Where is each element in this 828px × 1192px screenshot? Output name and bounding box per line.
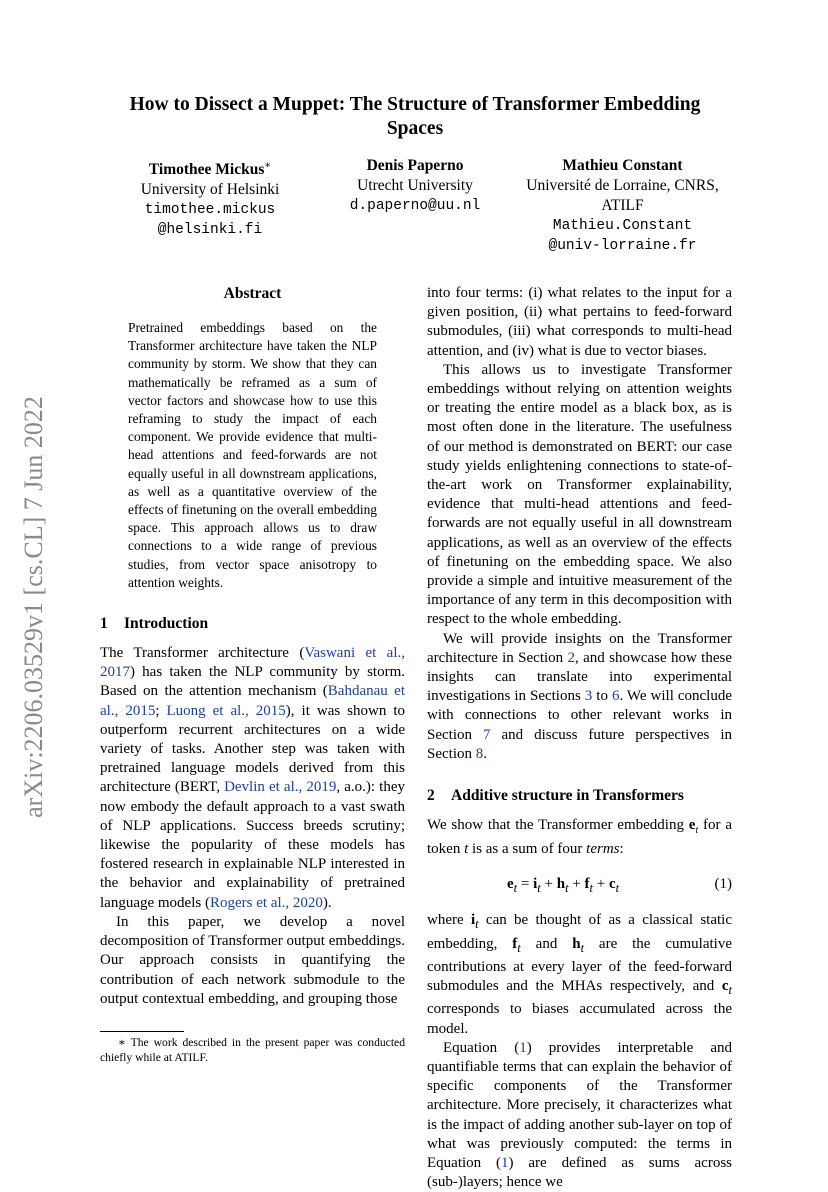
intro-paragraph-2: In this paper, we develop a novel decomposition of Transformer output embeddings. Our approach consists in quantifying the contribution of each network submodule to the output contextual embedding, and grouping those — [100, 913, 405, 1007]
paper-title: How to Dissect a Muppet: The Structure of Transformer Embedding Spaces — [129, 94, 701, 139]
intro-paragraph-1: The Transformer architecture (Vaswani et al., 2017) has taken the NLP community by storm. Based on the attention mechanism (Bahdanau et al., 2015; Luong et al., 2015), it was shown to outperform recurrent architectures on a wide variety of tasks. Another step was taken with pretrained language models derived from this architecture (BERT, Devlin et al., 2019, a.o.): they now embody the default approach to a vast swath of NLP applications. Success breeds scrutiny; likewise the popularity of these models has fostered research in explainable NLP interested in the behavior and explainability of pretrained language models (Rogers et al., 2020). — [100, 645, 406, 911]
author-affiliation: Utrecht University — [357, 177, 473, 194]
arxiv-identifier: arXiv:2206.03529v1 [cs.CL] 7 Jun 2022 — [19, 396, 48, 818]
author-email[interactable]: timothee.mickus @helsinki.fi — [144, 202, 276, 239]
section-ref-link[interactable]: 2 — [567, 649, 576, 666]
section-ref-link[interactable]: 8 — [475, 745, 484, 762]
intro-paragraph-2-continued: into four terms: (i) what relates to the input for a given position, (ii) what pertains to feed-forward submodules, (iii) what corresponds to multi-head attention, and (iv) what is due to vector biases. — [427, 285, 732, 359]
author-block-3 — [510, 156, 735, 256]
author-block-1 — [125, 156, 295, 240]
author-affiliation: University of Helsinki — [140, 181, 280, 199]
section-ref-link[interactable]: 3 — [584, 688, 593, 705]
left-column — [100, 284, 405, 1009]
equation-number: (1) — [714, 876, 732, 893]
footnote: ∗ The work described in the present paper was conducted chiefly while at ATILF. — [100, 1036, 405, 1064]
intro-paragraph-3: This allows us to investigate Transformer embeddings without relying on attention weights or treating the entire model as a black box, as is most often done in the literature. The usefulness of our method is demonstrated on BERT: our case study yields enlightening connections to state-of-the-art work on Transformer explainability, evidence that multi-head attentions and feed-forwards are not equally useful in all downstream applications, as well as an overview of the effects of finetuning on the embedding space. We also provide a simple and intuitive measurement of the importance of any term in this decomposition with respect to the whole embedding. — [427, 361, 732, 628]
section-heading-introduction: 1 Introduction — [100, 615, 209, 633]
author-block-2 — [330, 156, 500, 216]
abstract-text: Pretrained embeddings based on the Transformer architecture have taken the NLP community by storm. We show that they can mathematically be reframed as a sum of vector factors and showcase how to use this reframing to study the impact of each component. We provide evidence that multi-head attentions and feed-forwards are not equally useful in all downstream applications, as well as a quantitative overview of the effects of finetuning on the overall embedding space. This approach allows us to draw connections to a wide range of previous studies, from vector space anisotropy to attention weights. — [128, 320, 377, 590]
author-email[interactable]: Mathieu.Constant @univ-lorraine.fr — [548, 218, 697, 254]
author-name: Timothee Mickus∗ — [148, 160, 272, 179]
author-name: Mathieu Constant — [562, 157, 683, 174]
right-column — [427, 284, 732, 1192]
footnote-divider — [100, 1031, 184, 1032]
author-email[interactable]: d.paperno@uu.nl — [349, 198, 481, 214]
author-name: Denis Paperno — [366, 157, 464, 174]
section2-paragraph-1: We show that the Transformer embedding $e_t$ for a token t is as a sum of four terms: — [427, 817, 732, 858]
abstract-heading: Abstract — [223, 285, 282, 302]
equation-ref-link[interactable]: 1 — [501, 1154, 509, 1171]
intro-paragraph-4: We will provide insights on the Transformer architecture in Section 2, and showcase how these insights can translate into experimental investigations in Sections 3 to 6. We will conclude with connections to other relevant works in Section 7 and discuss future perspectives in Section 8. — [427, 630, 732, 762]
section-ref-link[interactable]: 6 — [611, 688, 620, 705]
citation-link[interactable]: Bahdanau et al., 2015 — [100, 683, 406, 719]
citation-link[interactable]: Rogers et al., 2020 — [209, 894, 323, 911]
section-ref-link[interactable]: 7 — [482, 726, 491, 743]
section2-paragraph-3: Equation (1) provides interpretable and quantifiable terms that can explain the behavior of specific components of the Transformer architecture. More precisely, it characterizes what is the impact of adding another sub-layer on top of what was previously computed: the terms in Equation (1) are defined as sums across (sub-)layers; hence we — [427, 1039, 732, 1191]
equation-expression: $e_t = i_t + h_t + f_t + c_t$ — [507, 876, 620, 896]
citation-link[interactable]: Devlin et al., 2019 — [224, 779, 337, 796]
equation-1 — [427, 869, 732, 903]
author-affiliation: Université de Lorraine, CNRS, ATILF — [526, 177, 719, 214]
author-footnote-mark: ∗ — [264, 160, 272, 171]
section-heading-additive-structure: 2 Additive structure in Transformers — [427, 787, 684, 805]
section2-paragraph-2: where $i_t$ can be thought of as a classical static embedding, $f_t$ and $h_t$ are the cumulative contributions at every layer of the feed-forward submodules and the MHAs respectively, and $c_t$ corresponds to biases accumulated across the model. — [427, 912, 732, 1037]
equation-ref-link[interactable]: 1 — [519, 1039, 527, 1056]
citation-link[interactable]: Luong et al., 2015 — [166, 702, 286, 719]
citation-link[interactable]: Vaswani et al., 2017 — [100, 645, 405, 681]
